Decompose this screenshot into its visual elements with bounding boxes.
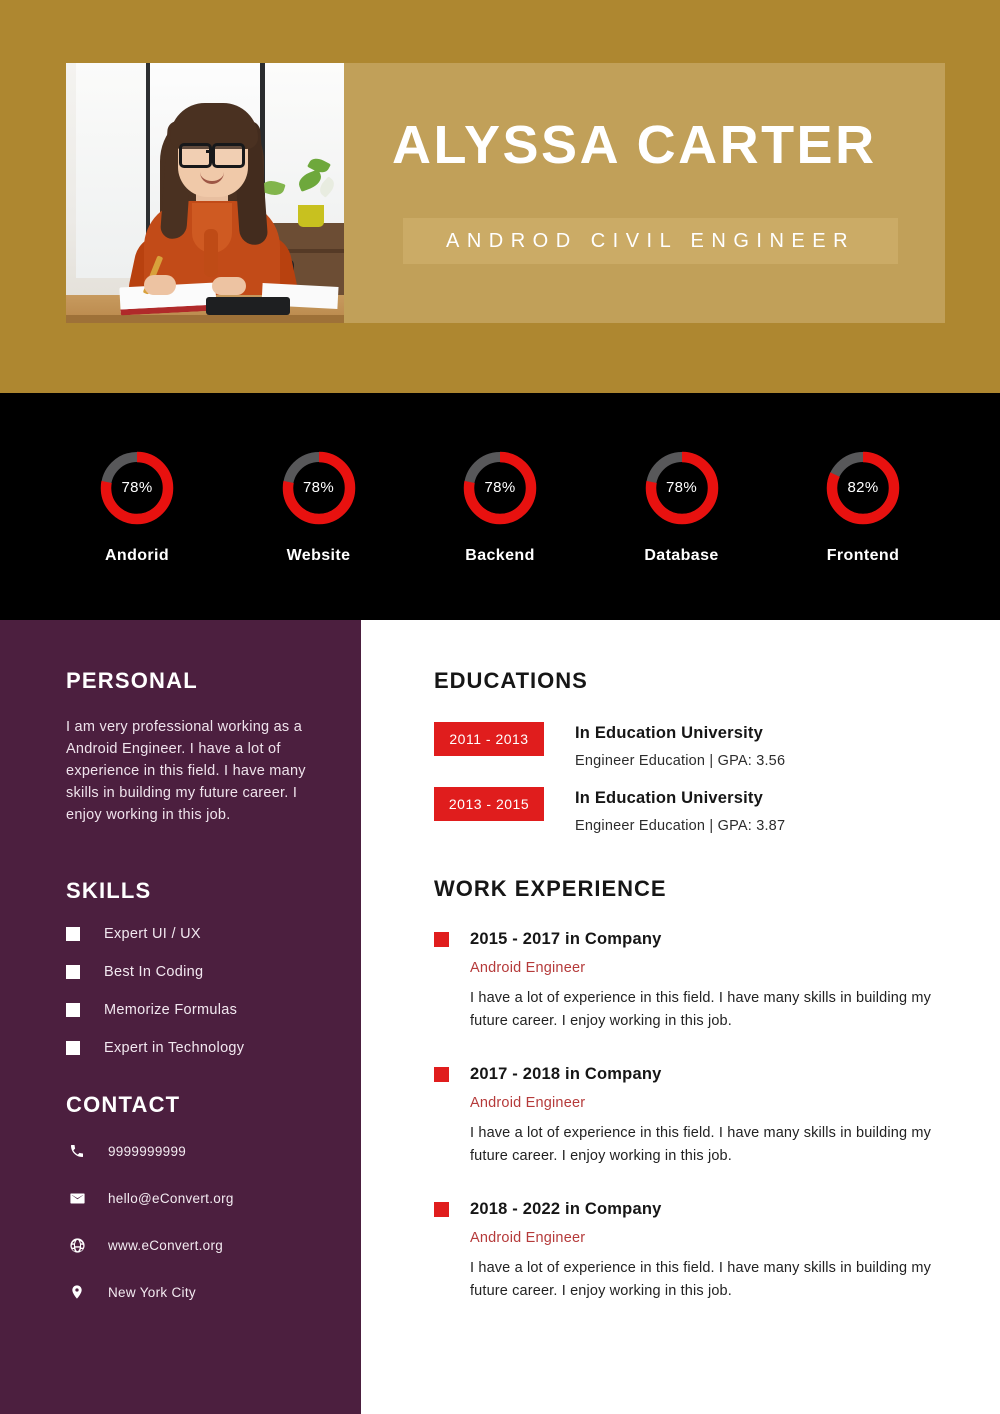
- work-experience-section: [434, 876, 965, 1303]
- envelope-icon: [66, 1187, 88, 1209]
- work-description: I have a lot of experience in this field. I have many skills in building my future career. I enjoy working in this job.: [470, 1260, 931, 1299]
- contact-list-item[interactable]: [66, 1234, 361, 1256]
- checkbox-icon: [66, 927, 80, 941]
- phone-icon: [66, 1140, 88, 1162]
- bullet-square-icon: [434, 932, 449, 947]
- skills-heading: SKILLS: [66, 878, 152, 903]
- work-description: I have a lot of experience in this field. I have many skills in building my future career. I enjoy working in this job.: [470, 1125, 931, 1164]
- personal-section: [66, 668, 361, 826]
- bullet-square-icon: [434, 1067, 449, 1082]
- checkbox-icon: [66, 965, 80, 979]
- checkbox-icon: [66, 1041, 80, 1055]
- education-degree: Engineer Education | GPA: 3.87: [575, 818, 786, 834]
- skill-percentage: 82%: [847, 479, 879, 496]
- education-item: [434, 787, 965, 834]
- main-content: [361, 620, 1000, 1414]
- educations-list: [434, 722, 965, 834]
- education-school: In Education University: [575, 789, 763, 807]
- job-title: ANDROD CIVIL ENGINEER: [445, 229, 856, 252]
- contact-item-value: 9999999999: [108, 1143, 187, 1159]
- contact-list-item[interactable]: [66, 1140, 361, 1162]
- bullet-square-icon: [434, 1202, 449, 1217]
- skills-list: [66, 926, 361, 1056]
- education-period-badge: 2013 - 2015: [434, 787, 544, 821]
- skill-donut-chart: [824, 449, 902, 527]
- skill-label: Database: [644, 546, 719, 564]
- location-pin-icon: [66, 1281, 88, 1303]
- skill-meter: [244, 449, 394, 565]
- skill-percentage: 78%: [303, 479, 334, 496]
- contact-item-value: hello@eConvert.org: [108, 1190, 234, 1206]
- skill-item-label: Best In Coding: [104, 964, 204, 980]
- photo-desk-edge: [66, 315, 344, 323]
- skill-item-label: Memorize Formulas: [104, 1002, 238, 1018]
- work-role: Android Engineer: [470, 1230, 586, 1246]
- skill-label: Andorid: [104, 546, 170, 564]
- contact-list-item[interactable]: [66, 1281, 361, 1303]
- photo-neck-tie: [204, 229, 218, 277]
- skill-item-label: Expert in Technology: [104, 1040, 245, 1056]
- work-experience-item: [434, 930, 965, 1033]
- skill-percentage: 78%: [666, 479, 697, 496]
- profile-photo: [66, 63, 344, 323]
- work-period: 2015 - 2017 in Company: [470, 930, 662, 948]
- skill-meter: [425, 449, 575, 565]
- job-title-badge: [403, 218, 898, 264]
- contact-list-item[interactable]: [66, 1187, 361, 1209]
- page-title: ALYSSA CARTER: [392, 115, 877, 175]
- header-banner: [0, 0, 1000, 393]
- skill-meter-list: [0, 393, 1000, 620]
- work-period: 2017 - 2018 in Company: [470, 1065, 662, 1083]
- contact-item-value: www.eConvert.org: [108, 1237, 224, 1253]
- profile-photo-frame: [66, 63, 344, 323]
- work-description: I have a lot of experience in this field. I have many skills in building my future career. I enjoy working in this job.: [470, 990, 931, 1029]
- skill-meter: [788, 449, 938, 565]
- education-details: [575, 722, 785, 769]
- skill-donut-chart: [280, 449, 358, 527]
- contact-item-value: New York City: [108, 1284, 196, 1300]
- skill-list-item: [66, 926, 361, 942]
- education-school: In Education University: [575, 724, 763, 742]
- skill-list-item: [66, 1002, 361, 1018]
- work-item-header: [434, 1200, 965, 1219]
- skill-donut-chart: [643, 449, 721, 527]
- skill-label: Frontend: [826, 546, 900, 564]
- contact-list: [66, 1140, 361, 1303]
- photo-eyeglass-left: [179, 143, 212, 168]
- skill-donut-chart: [461, 449, 539, 527]
- globe-icon: [66, 1234, 88, 1256]
- skill-label: Website: [286, 546, 351, 564]
- photo-plant-pot: [298, 205, 324, 227]
- personal-bio: I am very professional working as a Android Engineer. I have a lot of experience in this field. I have many skills in building my future career. I enjoy working in this job.: [66, 719, 306, 823]
- work-experience-item: [434, 1200, 965, 1303]
- skill-percentage: 78%: [484, 479, 516, 496]
- skill-label: Backend: [465, 546, 535, 564]
- skill-item-label: Expert UI / UX: [104, 926, 201, 942]
- work-item-header: [434, 1065, 965, 1084]
- work-period: 2018 - 2022 in Company: [470, 1200, 662, 1218]
- work-experience-list: [434, 930, 965, 1303]
- photo-hand-left: [144, 275, 176, 295]
- skill-list-item: [66, 964, 361, 980]
- education-period-badge: 2011 - 2013: [434, 722, 544, 756]
- skill-meter-band: [0, 393, 1000, 620]
- skill-percentage: 78%: [121, 479, 153, 496]
- work-item-header: [434, 930, 965, 949]
- education-degree: Engineer Education | GPA: 3.56: [575, 753, 786, 769]
- work-experience-item: [434, 1065, 965, 1168]
- skill-donut-chart: [98, 449, 176, 527]
- contact-section: [66, 1092, 361, 1303]
- work-role: Android Engineer: [470, 960, 586, 976]
- photo-hand-right: [212, 277, 246, 295]
- photo-eyeglass-right: [212, 143, 245, 168]
- skill-meter: [62, 449, 212, 565]
- personal-heading: PERSONAL: [66, 668, 198, 693]
- left-sidebar: [0, 620, 361, 1414]
- checkbox-icon: [66, 1003, 80, 1017]
- education-details: [575, 787, 785, 834]
- skill-meter: [607, 449, 757, 565]
- education-item: [434, 722, 965, 769]
- photo-eyeglass-bridge: [206, 150, 212, 153]
- skill-list-item: [66, 1040, 361, 1056]
- photo-keyboard: [206, 297, 290, 315]
- educations-section: [434, 668, 965, 834]
- skills-section: [66, 878, 361, 1056]
- educations-heading: EDUCATIONS: [434, 668, 588, 693]
- work-role: Android Engineer: [470, 1095, 586, 1111]
- work-experience-heading: WORK EXPERIENCE: [434, 876, 667, 901]
- contact-heading: CONTACT: [66, 1092, 181, 1117]
